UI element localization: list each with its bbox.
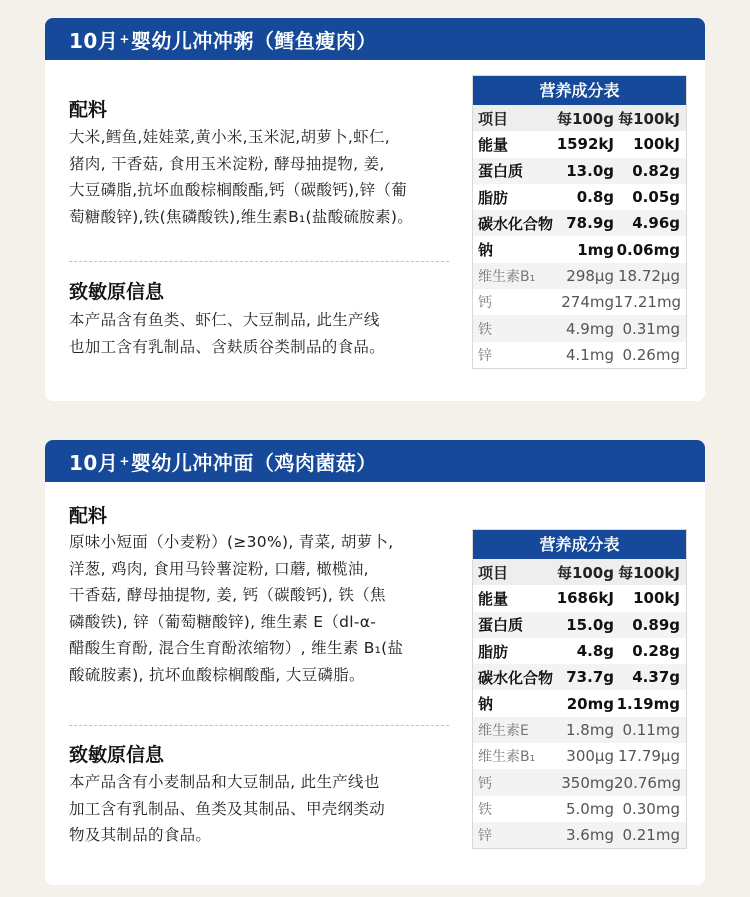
nutrient-name: 铁: [478, 321, 492, 338]
ingredients-line: 醋酸生育酚, 混合生育酚浓缩物）, 维生素 B₁(盐: [69, 639, 404, 657]
nutrient-per-100g: 1686kJ: [556, 589, 614, 608]
nutrient-per-100kj: 100kJ: [633, 135, 680, 154]
nutrient-per-100g: 4.9mg: [566, 319, 614, 338]
ingredients-line: 洋葱, 鸡肉, 食用马铃薯淀粉, 口蘑, 橄榄油,: [69, 559, 369, 578]
nutrient-per-100g: 274mg: [561, 293, 614, 312]
nutrient-per-100g: 1mg: [577, 240, 614, 259]
nutrition-table: [472, 75, 687, 369]
nutrition-row-fat: [473, 638, 686, 664]
nutrition-table-title: 营养成分表: [473, 530, 686, 559]
allergen-line: 也加工含有乳制品、含麸质谷类制品的食品。: [69, 337, 386, 356]
ingredients-title: 配料: [69, 505, 108, 527]
nutrient-per-100kj: 0.26mg: [622, 345, 680, 364]
nutrient-per-100kj: 17.21mg: [614, 293, 682, 312]
header-per-100kj: 每100kJ: [618, 109, 680, 128]
nutrient-name: 蛋白质: [478, 162, 524, 181]
title-text: 婴幼儿冲冲粥（鳕鱼瘦肉）: [130, 28, 377, 53]
allergen-line: 本产品含有鱼类、虾仁、大豆制品, 此生产线: [69, 311, 380, 329]
nutrition-row-vitamin-e: [473, 717, 686, 743]
nutrition-row-carbohydrate: [473, 210, 686, 236]
nutrition-row-vitamin-b1: [473, 743, 686, 769]
nutrient-name: 维生素B₁: [478, 749, 536, 766]
allergen-line: 加工含有乳制品、鱼类及其制品、甲壳纲类动: [69, 799, 386, 818]
nutrient-per-100g: 298μg: [566, 266, 614, 285]
nutrient-name: 锌: [478, 828, 492, 845]
nutrition-row-protein: [473, 158, 686, 184]
nutrient-per-100g: 3.6mg: [566, 826, 614, 845]
nutrition-table-title: 营养成分表: [473, 76, 686, 105]
nutrition-row-iron: [473, 796, 686, 822]
nutrient-per-100kj: 0.28g: [632, 642, 680, 661]
allergen-section: [69, 743, 459, 849]
nutrient-per-100g: 4.1mg: [566, 345, 614, 364]
nutrient-per-100g: 1592kJ: [556, 135, 614, 154]
title-text: 婴幼儿冲冲面（鸡肉菌菇）: [130, 450, 377, 475]
nutrition-header-row: [473, 559, 686, 585]
header-per-100g: 每100g: [556, 109, 614, 128]
nutrient-per-100g: 73.7g: [566, 668, 614, 687]
nutrient-per-100kj: 0.05g: [632, 188, 680, 207]
allergen-title: 致敏原信息: [69, 744, 165, 766]
nutrient-per-100kj: 18.72μg: [617, 266, 680, 285]
card-title: [45, 18, 705, 60]
ingredients-line: 酸硫胺素), 抗坏血酸棕榈酸酯, 大豆磷脂。: [69, 665, 365, 684]
nutrition-row-calcium: [473, 769, 686, 795]
header-item: 项目: [478, 109, 509, 128]
allergen-section: [69, 280, 459, 360]
nutrition-row-fat: [473, 184, 686, 210]
nutrient-per-100kj: 0.82g: [632, 161, 680, 180]
nutrition-row-vitamin-b1: [473, 263, 686, 289]
card-title: [45, 440, 705, 482]
nutrient-name: 维生素B₁: [478, 268, 536, 285]
nutrient-per-100kj: 0.21mg: [622, 826, 680, 845]
ingredients-section: [69, 98, 459, 230]
product-card-noodles: [45, 440, 705, 885]
nutrition-row-calcium: [473, 289, 686, 315]
nutrient-per-100kj: 0.89g: [632, 615, 680, 634]
nutrient-per-100g: 15.0g: [566, 615, 614, 634]
nutrition-row-zinc: [473, 822, 686, 848]
nutrient-per-100g: 300μg: [566, 747, 614, 766]
nutrition-row-zinc: [473, 342, 686, 368]
nutrition-row-carbohydrate: [473, 664, 686, 690]
header-per-100g: 每100g: [556, 563, 614, 582]
ingredients-line: 大豆磷脂,抗坏血酸棕榈酸酯,钙（碳酸钙),锌（葡: [69, 181, 408, 199]
nutrition-row-sodium: [473, 690, 686, 716]
nutrient-per-100kj: 20.76mg: [614, 773, 682, 792]
nutrient-name: 碳水化合物: [478, 214, 554, 233]
dashed-divider: [69, 261, 449, 262]
nutrient-name: 蛋白质: [478, 616, 524, 635]
nutrient-per-100g: 78.9g: [566, 214, 614, 233]
ingredients-line: 萄糖酸锌),铁(焦磷酸铁),维生素B₁(盐酸硫胺素)。: [69, 207, 414, 226]
nutrient-per-100g: 5.0mg: [566, 799, 614, 818]
nutrient-name: 钠: [478, 241, 494, 260]
nutrient-name: 能量: [478, 135, 509, 154]
allergen-line: 本产品含有小麦制品和大豆制品, 此生产线也: [69, 773, 380, 791]
nutrient-name: 钠: [478, 695, 494, 714]
nutrient-per-100kj: 4.96g: [632, 214, 680, 233]
nutrient-name: 脂肪: [478, 188, 509, 207]
nutrition-table: [472, 529, 687, 849]
nutrition-row-protein: [473, 612, 686, 638]
nutrient-name: 脂肪: [478, 642, 509, 661]
nutrient-name: 钙: [478, 295, 492, 312]
allergen-title: 致敏原信息: [69, 281, 165, 303]
nutrient-per-100g: 0.8g: [576, 188, 614, 207]
title-superscript: +: [119, 454, 130, 468]
nutrient-per-100kj: 1.19mg: [616, 694, 680, 713]
ingredients-line: 猪肉, 干香菇, 食用玉米淀粉, 酵母抽提物, 姜,: [69, 154, 385, 173]
ingredients-line: 大米,鳕鱼,娃娃菜,黄小米,玉米泥,胡萝卜,虾仁,: [69, 128, 390, 146]
header-item: 项目: [478, 563, 509, 582]
nutrient-per-100kj: 100kJ: [633, 589, 680, 608]
nutrition-row-energy: [473, 131, 686, 157]
ingredients-section: [69, 504, 459, 688]
title-prefix: 10月: [69, 28, 119, 53]
product-card-congee: [45, 18, 705, 401]
nutrient-per-100g: 1.8mg: [566, 720, 614, 739]
nutrient-per-100kj: 17.79μg: [617, 747, 680, 766]
nutrient-per-100kj: 4.37g: [632, 668, 680, 687]
nutrition-header-row: [473, 105, 686, 131]
nutrient-per-100g: 20mg: [566, 694, 614, 713]
nutrient-per-100kj: 0.06mg: [616, 240, 680, 259]
nutrient-per-100g: 4.8g: [576, 642, 614, 661]
nutrient-per-100g: 350mg: [561, 773, 614, 792]
nutrient-name: 铁: [478, 801, 492, 818]
title-superscript: +: [119, 32, 130, 46]
ingredients-title: 配料: [69, 99, 108, 121]
ingredients-line: 磷酸铁), 锌（葡萄糖酸锌), 维生素 E（dl-α-: [69, 612, 377, 631]
header-per-100kj: 每100kJ: [618, 563, 680, 582]
ingredients-line: 干香菇, 酵母抽提物, 姜, 钙（碳酸钙), 铁（焦: [69, 586, 386, 604]
nutrient-per-100kj: 0.31mg: [622, 319, 680, 338]
ingredients-line: 原味小短面（小麦粉）(≥30%), 青菜, 胡萝卜,: [69, 533, 394, 551]
nutrient-name: 钙: [478, 775, 492, 792]
nutrition-row-sodium: [473, 236, 686, 262]
nutrient-name: 维生素E: [478, 722, 529, 739]
nutrition-row-energy: [473, 585, 686, 611]
nutrient-name: 碳水化合物: [478, 668, 554, 687]
allergen-line: 物及其制品的食品。: [69, 826, 212, 844]
nutrient-name: 锌: [478, 347, 492, 364]
nutrient-name: 能量: [478, 589, 509, 608]
nutrition-row-iron: [473, 315, 686, 341]
nutrient-per-100g: 13.0g: [566, 161, 614, 180]
nutrient-per-100kj: 0.30mg: [622, 799, 680, 818]
dashed-divider: [69, 725, 449, 726]
nutrient-per-100kj: 0.11mg: [622, 720, 680, 739]
title-prefix: 10月: [69, 450, 119, 475]
